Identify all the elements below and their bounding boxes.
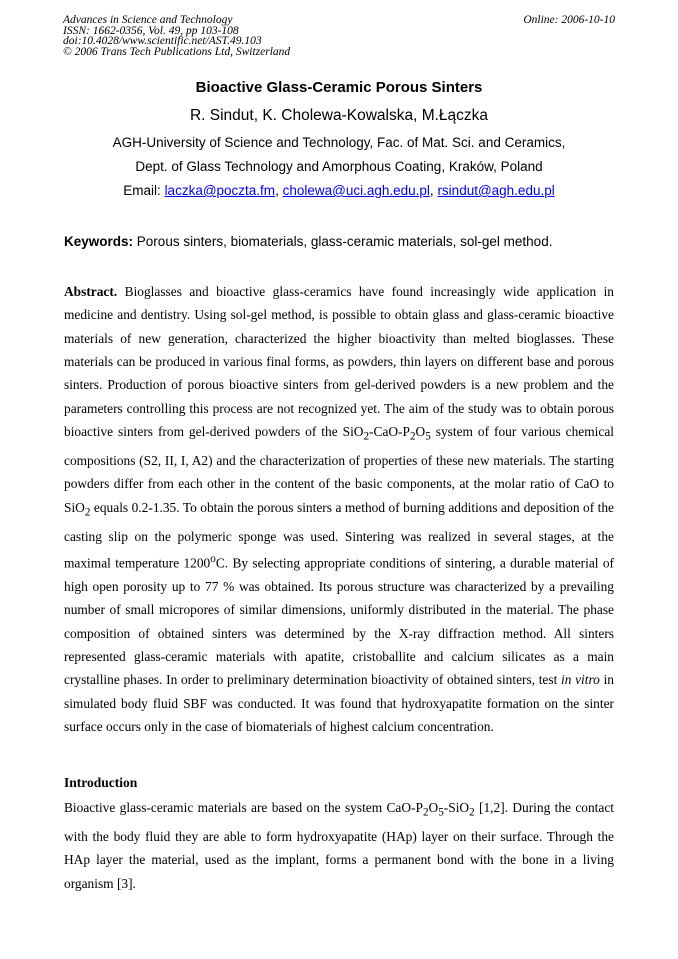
subscript: 2 [469,806,475,819]
abstract-text: in simulated body fluid SBF was conducted. It was found that hydroxyapatite formation on the sinter surface occurs only in the case of biomaterials of highest calcium concentration. [64,672,614,734]
introduction-paragraph [64,796,614,895]
subscript: 2 [422,806,429,819]
subscript: 5 [425,430,431,443]
formula-part: SiO [342,424,364,440]
copyright-line: © 2006 Trans Tech Publications Ltd, Switzerland [63,45,291,58]
doi-line: doi:10.4028/www.scientific.net/AST.49.103 [63,35,262,48]
intro-text: O [428,800,439,815]
email-label: Email: [123,183,161,198]
abstract-paragraph [64,280,614,738]
superscript: o [210,553,216,566]
email-separator: , [275,183,279,198]
keywords-label: Keywords: [64,234,134,249]
subscript: 2 [409,430,416,443]
intro-text: -SiO [443,800,470,815]
intro-text: Bioactive glass-ceramic materials are based on the system CaO-P [64,800,423,815]
italic-term: in vitro [561,672,600,688]
abstract-text: Bioglasses and bioactive glass-ceramics have found increasingly wide application in medicine and dentistry. Using sol-gel method, is possible to obtain glass and glass-ceramic bioactive materials of new generation, characterized the higher bioactivity than melted bioglasses. These materials can be produced in various final forms, as powders, thin layers on different base and porous sinters. Production of porous bioactive sinters from gel-derived powders is a new problem and the parameters controlling this process are not recognized yet. The aim of the study was to obtain porous bioactive sinters from gel-derived powders of the [64,284,614,440]
section-heading-introduction: Introduction [64,775,138,790]
keywords-line [64,234,624,249]
formula-part: O [415,424,426,440]
email-line [0,183,678,198]
formula-part: -CaO-P [369,424,410,440]
affiliation-line-1: AGH-University of Science and Technology, Fac. of Mat. Sci. and Ceramics, [112,135,566,150]
masthead [63,15,615,57]
abstract-text: equals 0.2-1.35. To obtain the porous sinters a method of burning additions and deposition of the casting slip on the polymeric sponge was used. Sintering was realized in several stages, at the maximal temperature 1200 [64,499,614,571]
affiliation-line-2: Dept. of Glass Technology and Amorphous Coating, Kraków, Poland [135,159,543,174]
intro-text: [1,2]. During the contact with the body fluid they are able to form hydroxyapatite (HAp) layer on their surface. Through the HAp layer the material, used as the implant, forms a permanent bond with the bone in a living organism [3]. [64,800,614,891]
abstract-text: C. By selecting appropriate conditions of sintering, a durable material of high open porosity up to 77 % was obtained. Its porous structure was characterized by a prevailing number of small micropores of similar dimensions, uniformly distributed in the material. The phase composition of obtained sinters was determined by the X-ray diffraction method. All sinters represented glass-ceramic materials with apatite, cristoballite and calcium silicates as a main crystalline phases. In order to preliminary determination bioactivity of obtained sinters, test [64,555,614,688]
email-separator: , [429,183,434,198]
paper-title: Bioactive Glass-Ceramic Porous Sinters [195,79,483,96]
subscript: 5 [438,806,444,819]
issn-line: ISSN: 1662-0356, Vol. 49, pp 103-108 [63,24,239,37]
subscript: 2 [84,506,91,519]
email-link-rsindut[interactable]: rsindut@agh.edu.pl [437,183,555,198]
keywords-text: Porous sinters, biomaterials, glass-ceramic materials, sol-gel method. [136,234,553,249]
abstract-label: Abstract. [64,284,118,299]
email-link-laczka[interactable]: laczka@poczta.fm [164,183,276,198]
subscript: 2 [363,430,370,443]
abstract-text: system of four various chemical compositions (S2, II, I, A2) and the characterization of properties of these new materials. The starting powders differ from each other in the content of the basic components, at the molar ratio of CaO to SiO [64,424,614,515]
author-list: R. Sindut, K. Cholewa-Kowalska, M.Łączka [189,107,489,124]
journal-name: Advances in Science and Technology [63,14,233,26]
email-link-cholewa[interactable]: cholewa@uci.agh.edu.pl [282,183,430,198]
online-date: Online: 2006-10-10 [523,14,615,26]
